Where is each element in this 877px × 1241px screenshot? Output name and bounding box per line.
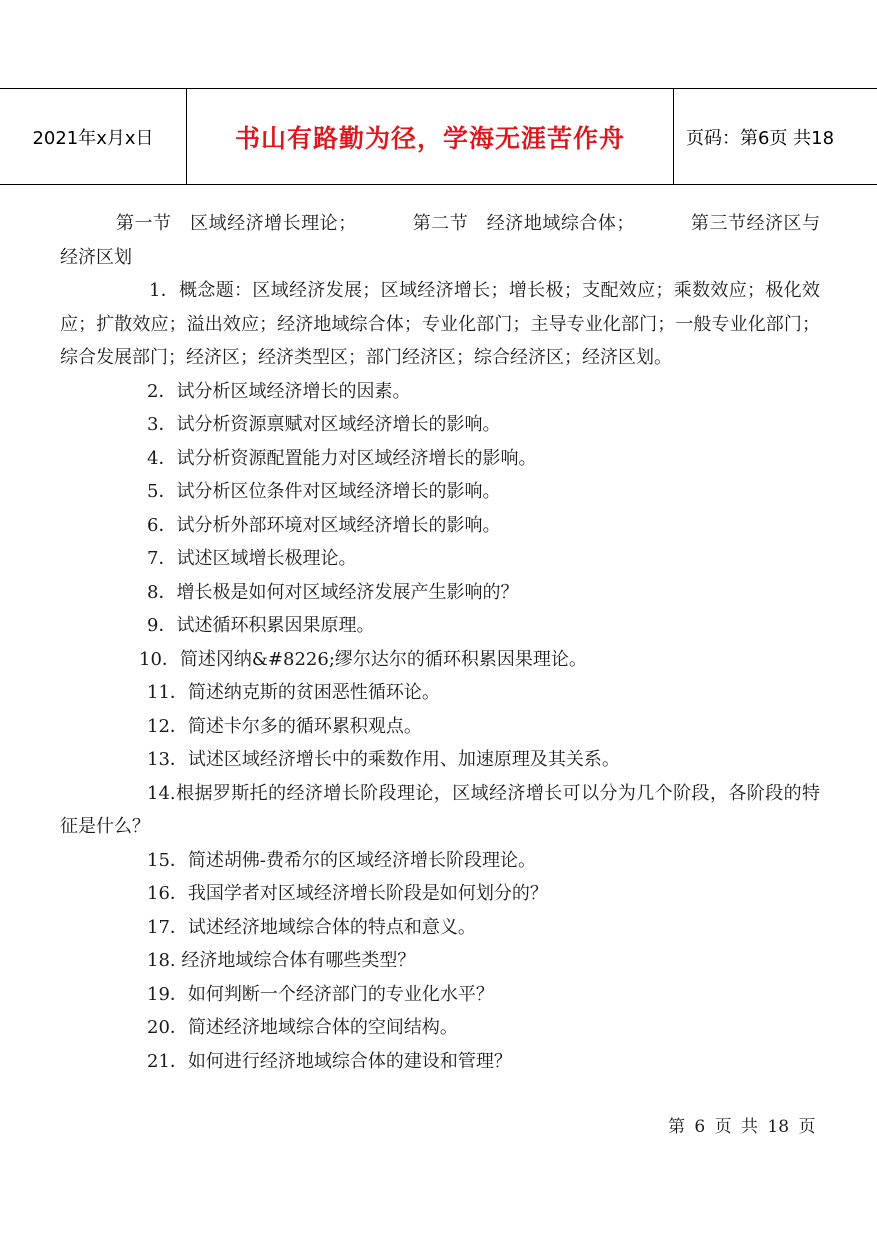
header-page-label: 页码：第6页 共18 (686, 127, 835, 149)
question-item: 9．试述循环积累因果原理。 (147, 615, 375, 636)
question-item: 6．试分析外部环境对区域经济增长的影响。 (147, 514, 501, 536)
question-item: 18. 经济地域综合体有哪些类型？ (147, 950, 416, 971)
section-3: 第三节经济区与经济区划 (60, 213, 821, 268)
question-item: 19．如何判断一个经济部门的专业化水平？ (147, 983, 494, 1005)
header-date: 2021年x月x日 (32, 127, 154, 149)
section-headings (60, 207, 820, 274)
question-item: 4．试分析资源配置能力对区域经济增长的影响。 (147, 447, 537, 469)
section-2: 第二节 经济地域综合体； (412, 213, 635, 234)
page-header (0, 88, 877, 185)
page-footer: 第 6 页 共 18 页 (668, 1117, 816, 1137)
question-item: 17．试述经济地域综合体的特点和意义。 (147, 916, 476, 938)
question-item: 7．试述区域增长极理论。 (147, 548, 357, 569)
document-body (60, 207, 820, 1078)
question-item: 13．试述区域经济增长中的乘数作用、加速原理及其关系。 (147, 749, 620, 770)
question-item: 3．试分析资源禀赋对区域经济增长的影响。 (147, 414, 501, 435)
question-item: 15．简述胡佛-费希尔的区域经济增长阶段理论。 (147, 849, 536, 871)
question-item: 12．简述卡尔多的循环累积观点。 (147, 715, 422, 737)
question-item: 14.根据罗斯托的经济增长阶段理论，区域经济增长可以分为几个阶段，各阶段的特征是什么？ (60, 782, 820, 837)
section-1: 第一节 区域经济增长理论； (116, 213, 357, 234)
question-item: 10．简述冈纳&#8226;缪尔达尔的循环积累因果理论。 (139, 648, 587, 670)
question-item: 11．简述纳克斯的贫困恶性循环论。 (147, 682, 440, 703)
question-item: 8．增长极是如何对区域经济发展产生影响的？ (147, 581, 519, 603)
question-item: 20．简述经济地域综合体的空间结构。 (147, 1017, 458, 1038)
question-item: 21．如何进行经济地域综合体的建设和管理？ (147, 1050, 512, 1072)
header-motto: 书山有路勤为径，学海无涯苦作舟 (234, 123, 625, 153)
question-item: 16．我国学者对区域经济增长阶段是如何划分的？ (147, 883, 548, 904)
question-item: 5．试分析区位条件对区域经济增长的影响。 (147, 481, 501, 502)
question-item: 1．概念题：区域经济发展；区域经济增长；增长极；支配效应；乘数效应；极化效应；扩散效应；溢出效应；经济地域综合体；专业化部门；主导专业化部门；一般专业化部门；综合发展部门；经济区；经济类型区；部门经济区；综合经济区；经济区划。 (60, 280, 820, 368)
question-item: 2．试分析区域经济增长的因素。 (147, 380, 411, 402)
